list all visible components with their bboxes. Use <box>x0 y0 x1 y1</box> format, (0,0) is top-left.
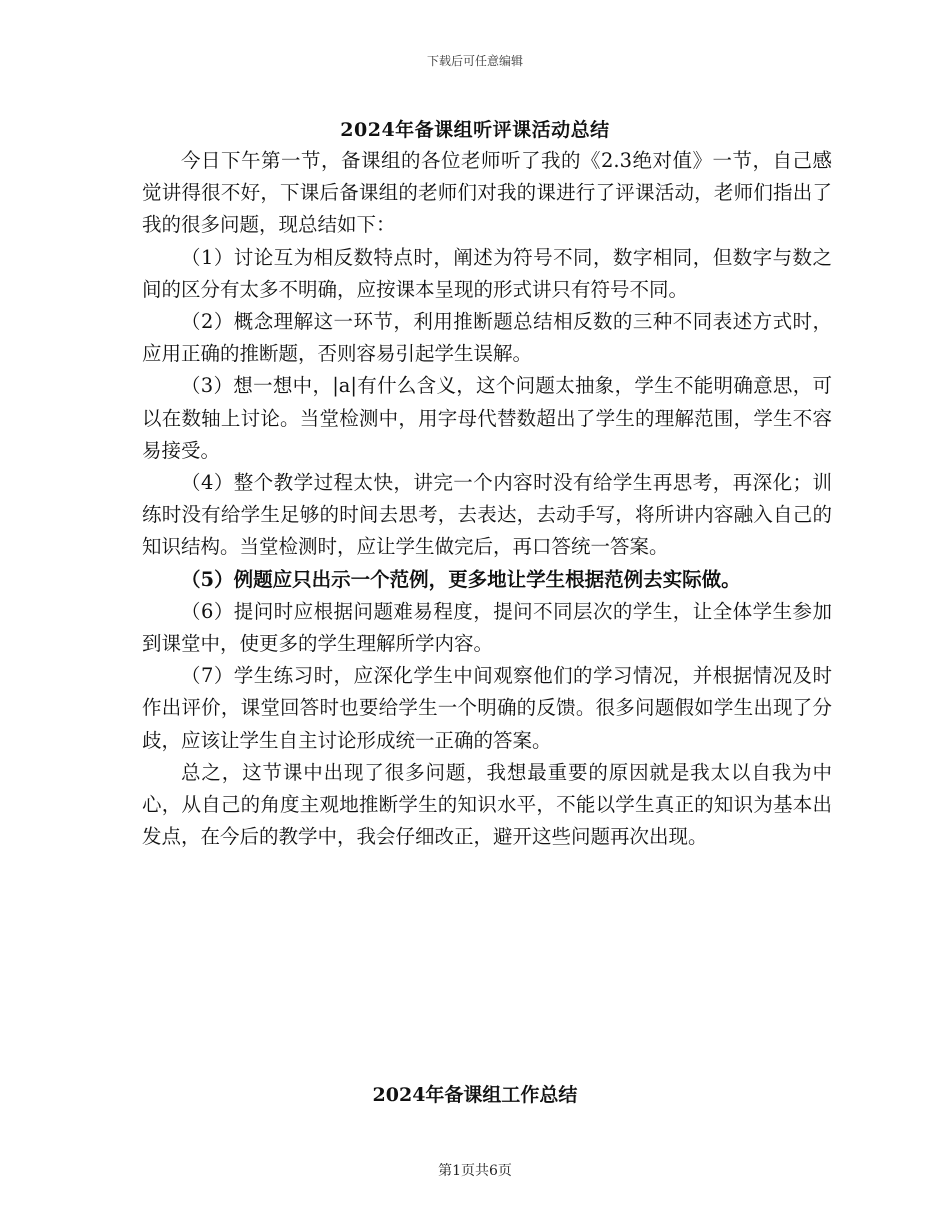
paragraph-point-2: （2）概念理解这一环节，利用推断题总结相反数的三种不同表述方式时，应用正确的推断题，否则容易引起学生误解。 <box>142 310 832 366</box>
paragraph-conclusion: 总之，这节课中出现了很多问题，我想最重要的原因就是我太以自我为中心，从自己的角度主观地推断学生的知识水平，不能以学生真正的知识为基本出发点，在今后的教学中，我会仔细改正，避开这些问题再次出现。 <box>142 760 832 849</box>
paragraph-point-1: （1）讨论互为相反数特点时，阐述为符号不同，数字相同，但数字与数之间的区分有太多不明确，应按课本呈现的形式讲只有符号不同。 <box>142 245 832 301</box>
page-header-note: 下载后可任意编辑 <box>426 54 523 68</box>
next-section-title: 2024年备课组工作总结 <box>372 1084 578 1106</box>
document-body <box>142 145 832 853</box>
paragraph-point-3: （3）想一想中，|a|有什么含义，这个问题太抽象，学生不能明确意思，可以在数轴上讨论。当堂检测中，用字母代替数超出了学生的理解范围，学生不容易接受。 <box>142 374 832 462</box>
paragraph-intro: 今日下午第一节，备课组的各位老师听了我的《2.3绝对值》一节，自己感觉讲得很不好，下课后备课组的老师们对我的课进行了评课活动，老师们指出了我的很多问题，现总结如下： <box>142 149 832 237</box>
paragraph-point-4: （4）整个教学过程太快，讲完一个内容时没有给学生再思考，再深化；训练时没有给学生足够的时间去思考，去表达，去动手写，将所讲内容融入自己的知识结构。当堂检测时，应让学生做完后，再口答统一答案。 <box>142 471 832 559</box>
paragraph-point-5: （5）例题应只出示一个范例，更多地让学生根据范例去实际做。 <box>181 567 741 591</box>
document-title: 2024年备课组听评课活动总结 <box>340 119 610 141</box>
page-number: 第1页共6页 <box>438 1163 512 1179</box>
paragraph-point-7: （7）学生练习时，应深化学生中间观察他们的学习情况，并根据情况及时作出评价，课堂回答时也要给学生一个明确的反馈。很多问题假如学生出现了分歧，应该让学生自主讨论形成统一正确的答案。 <box>142 664 832 752</box>
paragraph-point-6: （6）提问时应根据问题难易程度，提问不同层次的学生，让全体学生参加到课堂中，使更多的学生理解所学内容。 <box>142 599 832 656</box>
